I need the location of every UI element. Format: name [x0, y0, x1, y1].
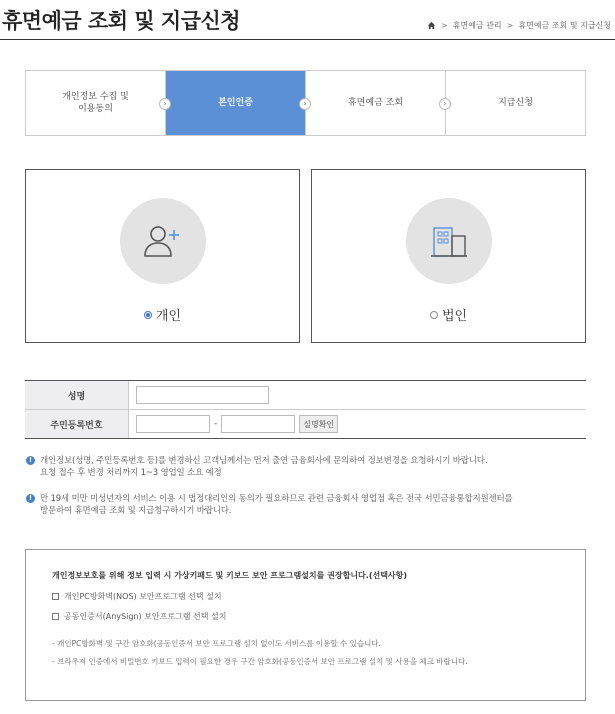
name-label: 성명: [25, 381, 129, 409]
building-icon: [406, 198, 492, 284]
page-header: [0, 0, 615, 40]
step-label: 본인인증: [218, 98, 253, 108]
page-title: 휴면예금 조회 및 지급신청: [2, 9, 241, 33]
identity-form: [25, 380, 586, 439]
chevron-right-icon: ›: [159, 98, 171, 110]
step-consent: [26, 71, 166, 135]
checkbox-icon[interactable]: [52, 613, 59, 620]
form-row-rrn: [25, 410, 586, 439]
step-indicator: [25, 70, 586, 136]
notice-text: 개인정보(성명, 주민등록번호 등)를 변경하신 고객님께서는 먼저 출연 금융회사에 문의하여 정보변경을 요청하시기 바랍니다. 요청 접수 후 변경 처리까지 1~3 영업일 소요 예정: [40, 456, 488, 478]
rrn-label: 주민등록번호: [25, 410, 129, 438]
person-add-icon: [120, 198, 206, 284]
rrn-field-cell: [129, 410, 586, 438]
chevron-right-icon: >: [506, 21, 514, 30]
breadcrumb-item[interactable]: 휴면예금 관리: [452, 21, 502, 30]
corporate-radio[interactable]: [312, 305, 585, 324]
breadcrumb: [427, 20, 611, 31]
rrn-front-input[interactable]: [136, 415, 210, 433]
step-identity-verification: [166, 71, 306, 135]
verify-name-button[interactable]: 실명확인: [299, 415, 338, 433]
security-note: - 개인PC방화벽 및 구간 암호화(공동인증서 보안 프로그램 설치 없이도 서비스를 이용할 수 있습니다.: [52, 639, 381, 648]
corporate-type-card[interactable]: [311, 169, 586, 343]
step-label: 개인정보 수집 및 이용동의: [62, 92, 129, 114]
checkbox-icon[interactable]: [52, 593, 59, 600]
name-input[interactable]: [136, 386, 269, 404]
security-option-label: 공동인증서(AnySign) 보안프로그램 선택 설치: [64, 612, 227, 621]
info-icon: !: [26, 456, 35, 465]
notice-info-change: [26, 455, 586, 479]
notice-text: 만 19세 미만 미성년자의 서비스 이용 시 법정대리인의 동의가 필요하므로 관련 금융회사 영업점 혹은 전국 서민금융통합지원센터를 방문하여 휴면예금 조회 및 지급청구하시기 바랍니다.: [40, 494, 513, 516]
corporate-radio-label: 법인: [441, 309, 468, 324]
security-option-label: 개인PC방화벽(NOS) 보안프로그램 선택 설치: [64, 592, 222, 601]
security-title: 개인정보보호를 위해 정보 입력 시 가상키패드 및 키보드 보안 프로그램설치를 권장합니다.(선택사항): [52, 571, 408, 580]
security-option-anysign[interactable]: [52, 611, 559, 622]
security-note: - 브라우저 인증에서 비밀번호 키보드 입력이 필요한 경우 구간 암호화(공동인증서 보안 프로그램 설치 및 사용을 체크 바랍니다.: [52, 657, 468, 666]
notice-minor: [26, 493, 586, 517]
chevron-right-icon: ›: [299, 98, 311, 110]
rrn-back-input[interactable]: [221, 415, 295, 433]
personal-type-card[interactable]: [25, 169, 300, 343]
security-program-box: [25, 549, 586, 701]
personal-radio-label: 개인: [155, 309, 182, 324]
radio-unchecked-icon[interactable]: [430, 311, 438, 319]
personal-radio[interactable]: [26, 305, 299, 324]
name-field-cell: [129, 381, 586, 409]
step-label: 휴면예금 조회: [347, 98, 404, 108]
step-inquiry: [306, 71, 446, 135]
rrn-separator: -: [214, 419, 218, 429]
step-label: 지급신청: [498, 98, 533, 108]
home-icon[interactable]: [427, 21, 436, 30]
step-payment-request: [446, 71, 585, 135]
security-notes: [52, 639, 559, 667]
security-option-nos[interactable]: [52, 591, 559, 602]
radio-checked-icon[interactable]: [144, 311, 152, 319]
form-row-name: [25, 381, 586, 410]
chevron-right-icon: >: [441, 21, 448, 30]
info-icon: !: [26, 494, 35, 503]
breadcrumb-item-current: 휴면예금 조회 및 지급신청: [518, 21, 611, 30]
chevron-right-icon: ›: [439, 98, 451, 110]
